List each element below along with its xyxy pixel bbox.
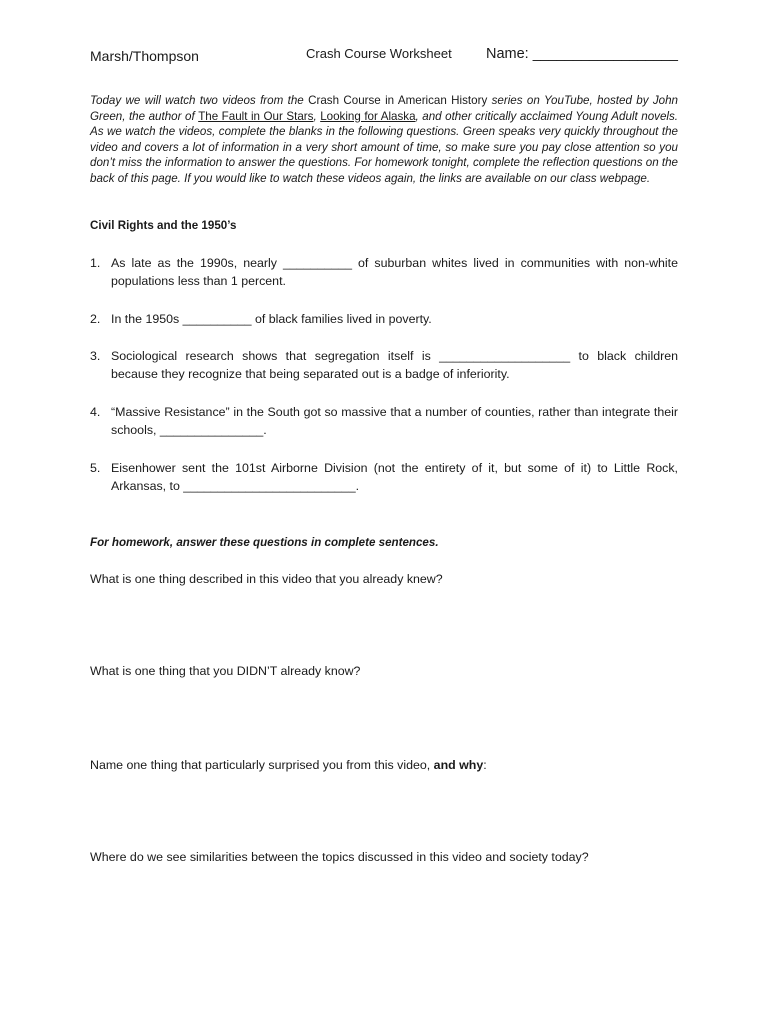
intro-text-2: series on YouTube, hosted by John Green, the author of: [90, 94, 678, 123]
intro-text-1: Today we will watch two videos from the: [90, 94, 309, 107]
worksheet-title: Crash Course Worksheet: [306, 46, 452, 61]
question-4: [90, 403, 678, 439]
question-5: [90, 459, 678, 495]
question-3: [90, 347, 678, 383]
section-title: Civil Rights and the 1950’s: [90, 219, 237, 232]
reflection-question-3: [90, 758, 690, 772]
reflection-q3-text: Name one thing that particularly surprised you from this video,: [90, 758, 434, 772]
intro-text-3: , and other critically acclaimed Young Adult novels. As we watch the videos, complete the blanks in the following questions. Green speaks very quickly throughout the video and covers a lot of information in a very short amount of time, so make sure you pay close attention so you don’t miss the information to answer the questions. For homework tonight, complete the reflection questions on the back of this page. If you would like to watch these videos again, the links are available on our class webpage.: [90, 109, 678, 185]
reflection-question-2: What is one thing that you DIDN’T already know?: [90, 664, 361, 678]
question-number: 1.: [90, 256, 101, 270]
book-title-fault: The Fault in Our Stars: [198, 109, 314, 123]
question-text: “Massive Resistance” in the South got so massive that a number of counties, rather than integrate their schools, _______________.: [111, 405, 678, 437]
intro-comma: ,: [313, 109, 321, 123]
question-number: 4.: [90, 405, 101, 419]
question-text: In the 1950s __________ of black families lived in poverty.: [111, 312, 432, 326]
book-title-alaska: Looking for Alaska: [320, 109, 416, 123]
question-2: [90, 310, 678, 328]
reflection-question-4: Where do we see similarities between the topics discussed in this video and society today?: [90, 850, 589, 864]
intro-paragraph: [90, 93, 678, 187]
question-text: As late as the 1990s, nearly __________ of suburban whites lived in communities with non-white populations less than 1 percent.: [111, 256, 678, 288]
question-text: Eisenhower sent the 101st Airborne Division (not the entirety of it, but some of it) to Little Rock, Arkansas, to _________________________.: [111, 461, 678, 493]
reflection-q3-colon: :: [483, 758, 487, 772]
homework-title: For homework, answer these questions in complete sentences.: [90, 536, 439, 549]
question-text: Sociological research shows that segregation itself is ___________________ to black children because they recognize that being separated out is a badge of inferiority.: [111, 349, 678, 381]
teacher-names: Marsh/Thompson: [90, 48, 199, 64]
series-name: Crash Course in American History: [308, 94, 488, 107]
question-1: [90, 254, 678, 290]
question-number: 3.: [90, 349, 101, 363]
worksheet-header: [90, 46, 680, 68]
student-name-field: Name: __________________: [486, 46, 678, 62]
reflection-q3-emphasis: and why: [433, 758, 484, 772]
reflection-question-1: What is one thing described in this video that you already knew?: [90, 572, 443, 586]
question-number: 5.: [90, 461, 101, 475]
question-number: 2.: [90, 312, 101, 326]
